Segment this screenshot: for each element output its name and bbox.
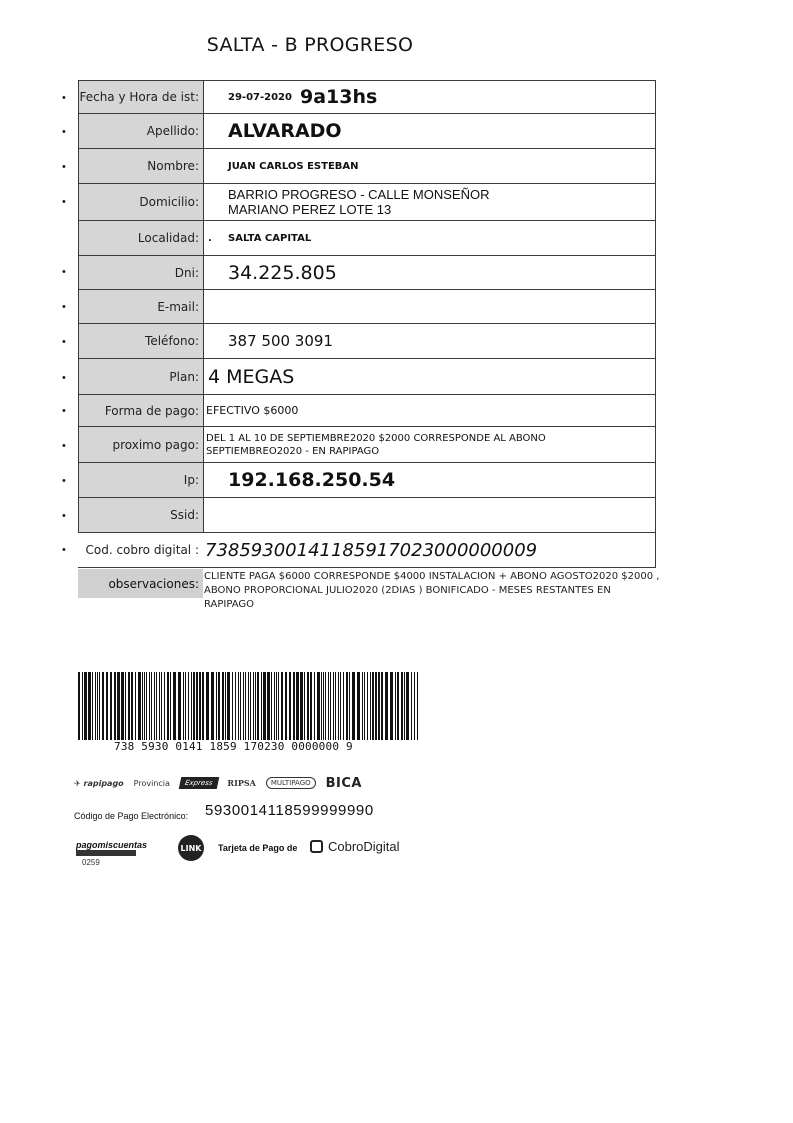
barcode-bar bbox=[142, 672, 143, 740]
document-title: SALTA - B PROGRESO bbox=[206, 34, 414, 56]
bullet: • bbox=[62, 475, 66, 487]
rapipago-icon: ✈ bbox=[74, 778, 81, 788]
barcode-bar bbox=[245, 672, 246, 740]
label-fecha: Fecha y Hora de ist: bbox=[79, 81, 204, 113]
rapipago-text: rapipago bbox=[83, 778, 124, 788]
barcode-bar bbox=[367, 672, 368, 740]
label-localidad: Localidad: bbox=[79, 221, 204, 255]
value-fecha-container bbox=[204, 81, 655, 113]
bullet: • bbox=[62, 405, 66, 417]
barcode-bar bbox=[82, 672, 83, 740]
barcode-bar bbox=[206, 672, 209, 740]
barcode-bar bbox=[121, 672, 124, 740]
value-cod-cobro: 73859300141185917023000000009 bbox=[205, 539, 538, 561]
barcode-bar bbox=[218, 672, 220, 740]
express-logo: Express bbox=[179, 777, 219, 789]
barcode-bar bbox=[185, 672, 186, 740]
payment-logos bbox=[74, 770, 419, 796]
barcode-bar bbox=[335, 672, 336, 740]
barcode-bar bbox=[78, 672, 80, 740]
barcode-bar bbox=[151, 672, 152, 740]
barcode-bar bbox=[263, 672, 266, 740]
barcode-bar bbox=[414, 672, 415, 740]
label-observaciones: observaciones: bbox=[78, 569, 203, 598]
label-cod-cobro: Cod. cobro digital : bbox=[78, 533, 203, 567]
cobrodigital-logo: CobroDigital bbox=[328, 839, 400, 854]
value-hora: 9a13hs bbox=[299, 86, 378, 108]
value-proximo-pago-line1: DEL 1 AL 10 DE SEPTIEMBRE2020 $2000 CORRESPONDE AL ABONO bbox=[206, 432, 546, 444]
barcode-bar bbox=[300, 672, 303, 740]
barcode-bar bbox=[362, 672, 363, 740]
barcode-bar bbox=[173, 672, 176, 740]
row-email bbox=[78, 289, 656, 324]
value-telefono: 387 500 3091 bbox=[228, 332, 333, 350]
barcode-bar bbox=[248, 672, 249, 740]
barcode-bar bbox=[128, 672, 130, 740]
provincia-logo: Provincia bbox=[133, 778, 170, 788]
label-domicilio: Domicilio: bbox=[79, 184, 204, 220]
row-fecha bbox=[78, 80, 656, 114]
barcode-bar bbox=[167, 672, 169, 740]
bullet: • bbox=[62, 266, 66, 278]
value-proximo-pago-line2: SEPTIEMBREO2020 - EN RAPIPAGO bbox=[206, 445, 380, 457]
bullet: • bbox=[62, 196, 66, 208]
bullet: • bbox=[62, 92, 66, 104]
barcode-bar bbox=[325, 672, 326, 740]
label-nombre: Nombre: bbox=[79, 149, 204, 183]
barcode-bar bbox=[238, 672, 239, 740]
bullet: • bbox=[62, 544, 66, 556]
row-plan bbox=[78, 358, 656, 395]
barcode-bar bbox=[307, 672, 309, 740]
row-nombre bbox=[78, 148, 656, 184]
barcode-digits: 738 5930 0141 1859 170230 0000000 9 bbox=[114, 740, 353, 753]
barcode-bar bbox=[349, 672, 350, 740]
barcode-bar bbox=[253, 672, 254, 740]
barcode-bar bbox=[161, 672, 162, 740]
barcode-bar bbox=[317, 672, 320, 740]
barcode-bar bbox=[227, 672, 230, 740]
label-telefono: Teléfono: bbox=[79, 324, 204, 358]
barcode-bar bbox=[397, 672, 399, 740]
barcode-bar bbox=[102, 672, 104, 740]
barcode-bar bbox=[321, 672, 322, 740]
value-dni: 34.225.805 bbox=[228, 261, 337, 284]
barcode-bar bbox=[193, 672, 195, 740]
value-localidad-prefix: . bbox=[208, 232, 212, 244]
bullet: • bbox=[62, 301, 66, 313]
label-forma-pago: Forma de pago: bbox=[79, 395, 204, 426]
barcode-bar bbox=[235, 672, 236, 740]
barcode-bar bbox=[352, 672, 355, 740]
label-plan: Plan: bbox=[79, 359, 204, 394]
barcode-bar bbox=[304, 672, 305, 740]
row-proximo-pago bbox=[78, 426, 656, 463]
label-ssid: Ssid: bbox=[79, 498, 204, 532]
barcode-bar bbox=[395, 672, 396, 740]
value-ip: 192.168.250.54 bbox=[228, 469, 396, 491]
cobrodigital-icon bbox=[310, 840, 323, 853]
barcode-bar bbox=[188, 672, 189, 740]
barcode-bar bbox=[340, 672, 341, 740]
barcode-bar bbox=[278, 672, 279, 740]
barcode-bar bbox=[404, 672, 405, 740]
barcode-bar bbox=[135, 672, 136, 740]
row-ip bbox=[78, 462, 656, 498]
bullet: • bbox=[62, 336, 66, 348]
label-ip: Ip: bbox=[79, 463, 204, 497]
barcode-bar bbox=[296, 672, 299, 740]
row-localidad bbox=[78, 220, 656, 256]
codigo-pago-value: 5930014118599999990 bbox=[205, 802, 374, 819]
barcode-bar bbox=[202, 672, 204, 740]
barcode-bar bbox=[240, 672, 241, 740]
value-apellido: ALVARADO bbox=[228, 120, 342, 142]
barcode-bar bbox=[310, 672, 312, 740]
barcode-bar bbox=[191, 672, 192, 740]
barcode-bar bbox=[372, 672, 374, 740]
rapipago-logo bbox=[74, 779, 124, 788]
barcode bbox=[76, 672, 421, 742]
barcode-bar bbox=[274, 672, 275, 740]
pagomiscuentas-number: 0259 bbox=[82, 858, 100, 867]
barcode-bar bbox=[156, 672, 157, 740]
barcode-bar bbox=[110, 672, 112, 740]
value-localidad: SALTA CAPITAL bbox=[228, 232, 312, 244]
barcode-bar bbox=[216, 672, 217, 740]
barcode-bar bbox=[222, 672, 224, 740]
barcode-bar bbox=[370, 672, 371, 740]
label-email: E-mail: bbox=[79, 290, 204, 323]
barcode-bar bbox=[257, 672, 259, 740]
barcode-bar bbox=[146, 672, 147, 740]
barcode-bar bbox=[417, 672, 418, 740]
barcode-bar bbox=[314, 672, 315, 740]
barcode-bar bbox=[95, 672, 96, 740]
barcode-bar bbox=[364, 672, 365, 740]
barcode-bar bbox=[375, 672, 377, 740]
bullet: • bbox=[62, 161, 66, 173]
barcode-bar bbox=[285, 672, 287, 740]
barcode-bar bbox=[261, 672, 262, 740]
barcode-bar bbox=[117, 672, 120, 740]
barcode-bar bbox=[289, 672, 291, 740]
barcode-bar bbox=[346, 672, 348, 740]
row-forma-pago bbox=[78, 394, 656, 427]
row-dni bbox=[78, 255, 656, 290]
row-domicilio bbox=[78, 183, 656, 221]
barcode-bar bbox=[164, 672, 165, 740]
barcode-bar bbox=[338, 672, 339, 740]
tarjeta-pago-label: Tarjeta de Pago de bbox=[218, 843, 298, 853]
value-forma-pago: EFECTIVO $6000 bbox=[206, 404, 299, 417]
barcode-bar bbox=[92, 672, 93, 740]
barcode-bar bbox=[154, 672, 155, 740]
barcode-bar bbox=[97, 672, 98, 740]
barcode-bar bbox=[381, 672, 383, 740]
barcode-bar bbox=[84, 672, 87, 740]
barcode-bar bbox=[276, 672, 277, 740]
barcode-bar bbox=[211, 672, 214, 740]
barcode-bar bbox=[99, 672, 100, 740]
barcode-bar bbox=[385, 672, 388, 740]
link-logo: LINK bbox=[178, 835, 204, 861]
barcode-bar bbox=[411, 672, 412, 740]
barcode-bar bbox=[281, 672, 283, 740]
barcode-bar bbox=[343, 672, 344, 740]
barcode-bar bbox=[293, 672, 295, 740]
barcode-bar bbox=[199, 672, 201, 740]
barcode-bar bbox=[323, 672, 324, 740]
value-fecha: 29-07-2020 bbox=[228, 91, 292, 103]
barcode-bar bbox=[330, 672, 331, 740]
barcode-bar bbox=[250, 672, 251, 740]
barcode-bar bbox=[357, 672, 360, 740]
label-apellido: Apellido: bbox=[79, 114, 204, 148]
row-cod-cobro bbox=[78, 532, 656, 568]
bica-logo: BICA bbox=[325, 775, 362, 791]
barcode-bar bbox=[138, 672, 141, 740]
label-dni: Dni: bbox=[79, 256, 204, 289]
barcode-bar bbox=[159, 672, 160, 740]
multipago-logo: MULTIPAGO bbox=[266, 777, 316, 789]
barcode-bar bbox=[390, 672, 393, 740]
value-observaciones: CLIENTE PAGA $6000 CORRESPONDE $4000 INSTALACION + ABONO AGOSTO2020 $2000 , ABONO PROPORCIONAL JULIO2020 (2DIAS ) BONIFICADO - MESES RESTANTES EN RAPIPAGO bbox=[204, 571, 660, 610]
bullet: • bbox=[62, 510, 66, 522]
barcode-bar bbox=[328, 672, 329, 740]
barcode-bar bbox=[255, 672, 256, 740]
barcode-bar bbox=[183, 672, 184, 740]
barcode-bar bbox=[88, 672, 91, 740]
barcode-bar bbox=[225, 672, 226, 740]
value-domicilio-line2: MARIANO PEREZ LOTE 13 bbox=[228, 202, 392, 217]
bullet: • bbox=[62, 440, 66, 452]
barcode-bar bbox=[232, 672, 233, 740]
value-plan: 4 MEGAS bbox=[208, 365, 295, 388]
barcode-bar bbox=[125, 672, 126, 740]
barcode-bar bbox=[170, 672, 171, 740]
pagomiscuentas-bar bbox=[76, 850, 136, 856]
barcode-bar bbox=[144, 672, 145, 740]
barcode-bar bbox=[196, 672, 198, 740]
barcode-bar bbox=[178, 672, 181, 740]
bullet: • bbox=[62, 126, 66, 138]
ripsa-logo: RIPSA bbox=[227, 778, 256, 788]
barcode-bar bbox=[378, 672, 380, 740]
barcode-bar bbox=[106, 672, 108, 740]
row-apellido bbox=[78, 113, 656, 149]
barcode-bar bbox=[149, 672, 150, 740]
barcode-bar bbox=[333, 672, 334, 740]
label-proximo-pago: proximo pago: bbox=[79, 427, 204, 462]
value-domicilio-line1: BARRIO PROGRESO - CALLE MONSEÑOR bbox=[228, 187, 490, 202]
row-telefono bbox=[78, 323, 656, 359]
barcode-bar bbox=[267, 672, 270, 740]
barcode-bar bbox=[131, 672, 133, 740]
codigo-pago-label: Código de Pago Electrónico: bbox=[74, 811, 189, 821]
pagomiscuentas-logo: pagomiscuentas bbox=[76, 840, 148, 850]
barcode-bar bbox=[243, 672, 244, 740]
row-ssid bbox=[78, 497, 656, 533]
barcode-bar bbox=[271, 672, 272, 740]
barcode-bar bbox=[401, 672, 403, 740]
value-nombre: JUAN CARLOS ESTEBAN bbox=[228, 160, 359, 172]
bullet: • bbox=[62, 372, 66, 384]
barcode-bar bbox=[406, 672, 409, 740]
barcode-bar bbox=[114, 672, 116, 740]
